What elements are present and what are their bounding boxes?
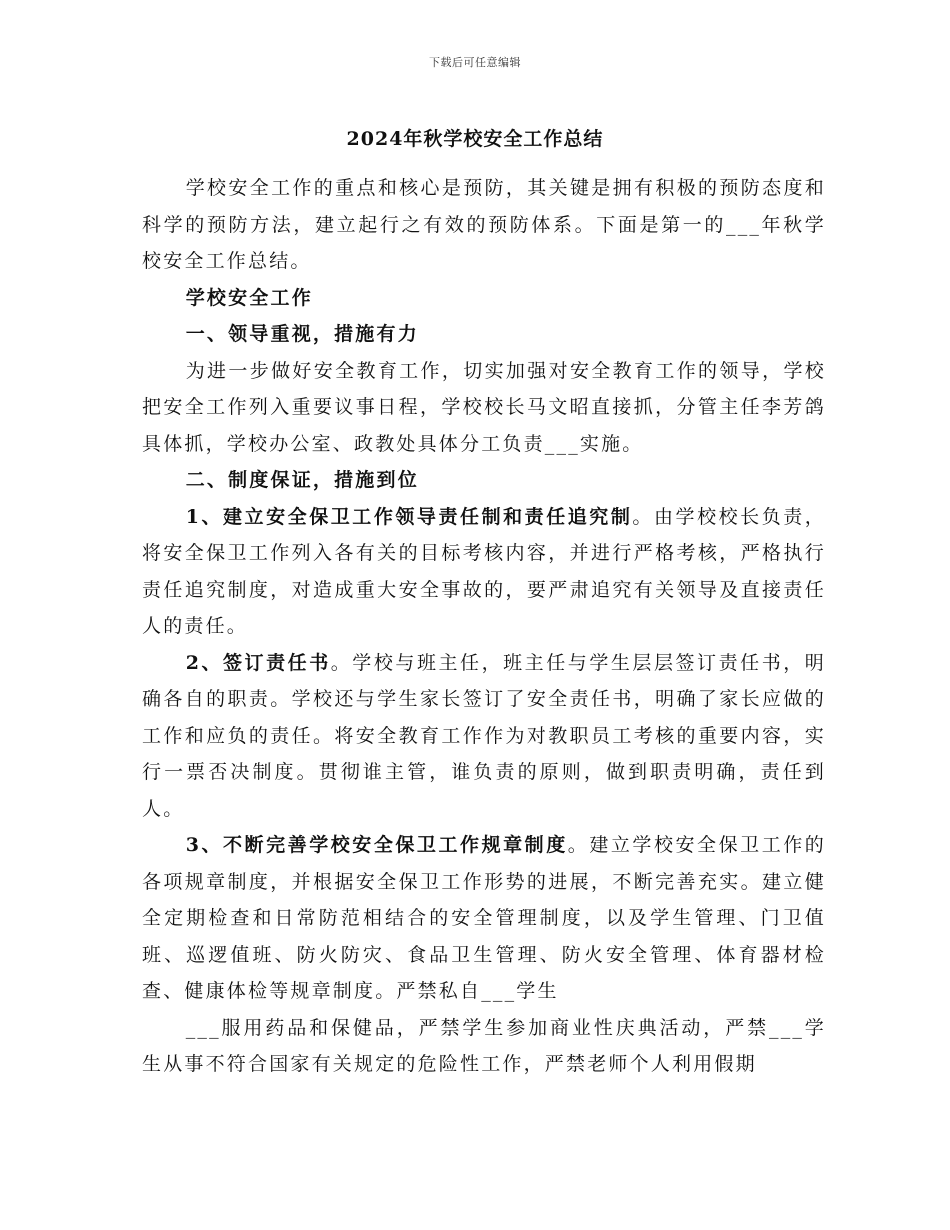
item1-text: 。由学校校长负责，将安全保卫工作列入各有关的目标考核内容，并进行严格考核，严格执行责任追究制度，对造成重大安全事故的，要严肃追究有关领导及直接责任人的责任。 <box>142 505 827 637</box>
item1-paragraph <box>142 499 826 645</box>
header-note: 下载后可任意编辑 <box>429 56 521 69</box>
item3-paragraph <box>142 827 826 1010</box>
part1-paragraph: 为进一步做好安全教育工作，切实加强对安全教育工作的领导，学校把安全工作列入重要议事日程，学校校长马文昭直接抓，分管主任李芳鸽具体抓，学校办公室、政教处具体分工负责___实施。 <box>142 359 826 455</box>
item1-lead: 1、建立安全保卫工作领导责任制和责任追究制 <box>185 505 633 528</box>
item3-text: 。建立学校安全保卫工作的各项规章制度，并根据安全保卫工作形势的进展，不断完善充实。建立健全定期检查和日常防范相结合的安全管理制度，以及学生管理、门卫值班、巡逻值班、防火防灾、食品卫生管理、防火安全管理、体育器材检查、健康体检等规章制度。严禁私自___学生 <box>142 834 826 1002</box>
part1-heading: 一、领导重视，措施有力 <box>185 323 419 345</box>
item2-text: 。学校与班主任，班主任与学生层层签订责任书，明确各自的职责。学校还与学生家长签订了安全责任书，明确了家长应做的工作和应负的责任。将安全教育工作作为对教职员工考核的重要内容，实行一票否决制度。贯彻谁主管，谁负责的原则，做到职责明确，责任到人。 <box>142 651 826 820</box>
item3-lead: 3、不断完善学校安全保卫工作规章制度 <box>185 834 568 856</box>
section-title: 学校安全工作 <box>185 286 313 309</box>
continuation-paragraph: ___服用药品和保健品，严禁学生参加商业性庆典活动，严禁___学生从事不符合国家有关规定的危险性工作，严禁老师个人利用假期 <box>142 1016 826 1075</box>
item2-paragraph <box>142 645 826 828</box>
document-body <box>142 170 826 1083</box>
item2-lead: 2、签订责任书 <box>185 651 331 674</box>
document-title: 2024年秋学校安全工作总结 <box>346 128 604 150</box>
intro-paragraph: 学校安全工作的重点和核心是预防，其关键是拥有积极的预防态度和科学的预防方法，建立起行之有效的预防体系。下面是第一的___年秋学校安全工作总结。 <box>142 177 826 272</box>
part2-heading: 二、制度保证，措施到位 <box>185 469 419 491</box>
